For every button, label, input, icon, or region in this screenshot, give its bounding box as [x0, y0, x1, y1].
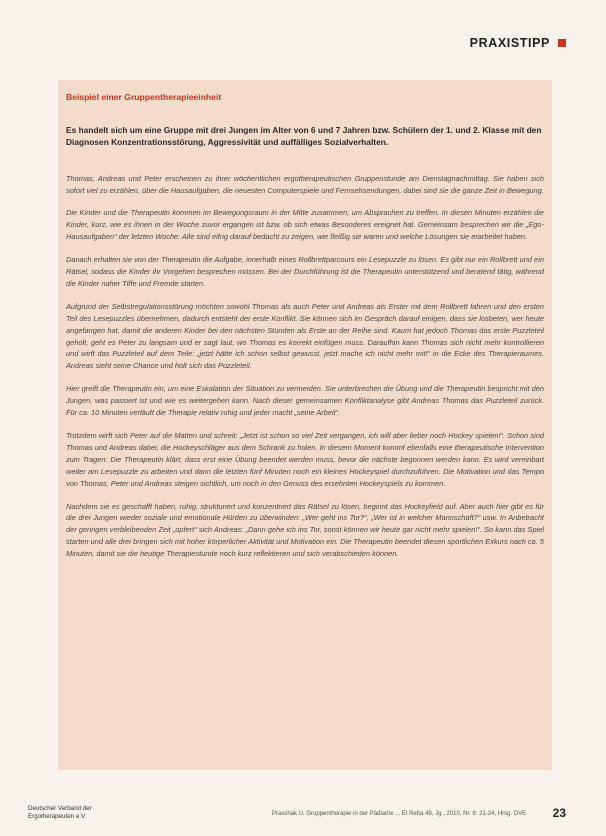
footer-org-line-2: Ergotherapeuten e.V. [28, 813, 87, 820]
paragraph-7: Nachdem sie es geschafft haben, ruhig, strukturiert und konzentriert das Rätsel zu lösen, beginnt das Hockeyfield auf. Aber auch hier gibt es für die drei Jungen wieder soziale und emotionale Hürden zu überwinden: „Wer geht ins Tor?“, „Wer ist in welcher Mannschaft?“ usw. In Anbetracht der geringen verbleibenden Zeit „opfert“ sich Andreas: „Dann gehe ich ins Tor, sonst können wir heute gar nicht mehr spielen!“. So kann das Spiel starten und alle drei bringen sich mit hoher körperlicher Aktivität und Motivation ein. Die Therapeutin beendet diesen sportlichen Exkurs nach ca. 5 Minuten, damit sie die heutige Therapiestunde noch kurz reflektieren und sich verabschieden können. [66, 501, 544, 559]
page-number: 23 [552, 806, 566, 820]
paragraph-4: Aufgrund der Selbstregulationsstörung möchten sowohl Thomas als auch Peter und Andreas als Erster mit dem Rollbrett fahren und den ersten Teil des Lesepuzzles übernehmen, dadurch entsteht der erste Konflikt. Sie können sich im Gespräch darauf einigen, dass sie losbeten, wer heute angefangen hat, damit die anderen Kinder bei den nächsten Stunden als Erste an der Reihe sind. Kaum hat jedoch Thomas das erste Puzzleteil geholt, geht es Peter zu langsam und er sagt laut, wo Thomas es korrekt einfügen muss. Daraufhin kann Thomas sich nicht mehr kontrollieren und wirft das Puzzleteil auf dem Teile: „jetzt hätte ich schon selbst gewusst, jetzt mache ich nicht mehr mit!“ in die Ecke des Therapieraumes. Andreas sieht seine Chance und holt sich das Puzzleteil. [66, 301, 544, 371]
section-header [470, 36, 566, 50]
footer-citation: Praschak U. Gruppentherapie in der Pädiatrie ... Et Reha 49, Jg., 2010, Nr. 6: 21-24, Hrsg. DVE [272, 811, 527, 817]
paragraph-3: Danach erhalten sie von der Therapeutin die Aufgabe, innerhalb eines Rollbrettparcours ein Lesepuzzle zu lösen. Es gibt nur ein Rollbrett und ein Rätsel, sodass die Kinder ihr Vorgehen besprechen müssen. Bei der Durchführung ist die Therapeutin unterstützend und beratend tätig, während die Kinder naher Tiffe und Fremde starten. [66, 255, 544, 288]
paragraph-1: Thomas, Andreas und Peter erscheinen zu ihrer wöchentlichen ergotherapeutischen Gruppenstunde am Dienstagnachmittag. Sie haben sich sofort viel zu erzählen, über die Hausaufgaben, die neuesten Computerspiele und Fernsehsendungen, dabei sind sie die ganze Zeit in Bewegung. [66, 173, 544, 195]
paragraph-5: Hier greift die Therapeutin ein, um eine Eskalation der Situation zu vermeiden. Sie unterbrechen die Übung und die Therapeutin bespricht mit den Jungen, was passiert ist und wie es weitergehen kann. Nach dieser gemeinsamen Konfliktanalyse gibt Andreas Thomas das Puzzleteil zurück. Für ca. 10 Minuten verläuft die Therapie relativ ruhig und jeder macht „seine Arbeit“. [66, 384, 544, 418]
footer-organization [28, 805, 92, 821]
example-box [58, 80, 552, 770]
accent-square-icon [558, 39, 566, 47]
paragraph-6: Trotzdem wirft sich Peter auf die Matten und schreit: „Jetzt ist schon so viel Zeit vergangen, ich will aber lieber noch Hockey spielen!“. Schon sind Thomas und Andreas dabei, die Hockeyschläger aus dem Schrank zu holen. In diesem Moment kommt ebenfalls eine therapeutische Intervention zum Tragen: Die Therapeutin klärt, dass erst eine Übung beendet werden muss, bevor die nächste begonnen werden kann. Es wird vereinbart weiter am Lesepuzzle zu arbeiten und dann die letzten fünf Minuten noch ein kleines Hockeyspiel durchzuführen. Die Motivation und das Tempo von Thomas, Peter und Andreas steigen sichtlich, um noch in den Genuss des ersehnten Hockeyspiels zu kommen. [66, 431, 544, 488]
box-intro: Es handelt sich um eine Gruppe mit drei Jungen im Alter von 6 und 7 Jahren bzw. Schülern der 1. und 2. Klasse mit den Diagnosen Konzentrationsstörung, Aggressivität und auffälliges Sozialverhalten. [66, 125, 542, 148]
section-label: PRAXISTIPP [469, 36, 550, 50]
footer-org-line-1: Deutscher Verband der [28, 805, 92, 812]
paragraph-2: Die Kinder und die Therapeutin kommen im Bewegungsraum in der Mitte zusammen, um Absprachen zu treffen. In diesen Minuten erzählen die Kinder, kurz, wie es ihnen in der Woche zuvor ergangen ist bzw. ob sich etwas Besonderes ereignet hat. Gemeinsam besprechen wir die „Ego-Hausaufgaben“ der letzten Woche: Alle sind eifrig darauf bedacht zu zeigen, wie fleißig sie waren und welche Lösungen sie erarbeitet haben. [66, 208, 544, 242]
box-title: Beispiel einer Gruppentherapieeinheit [66, 92, 222, 102]
